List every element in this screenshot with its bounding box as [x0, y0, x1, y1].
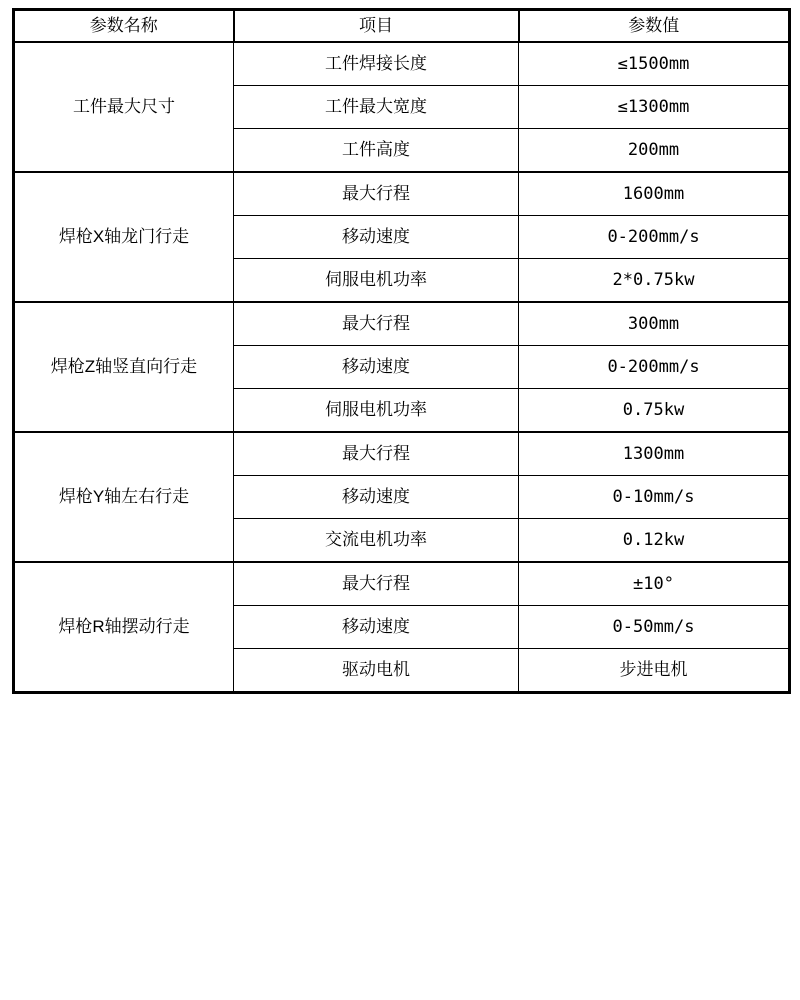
value-cell: 300mm	[519, 302, 790, 346]
item-cell: 伺服电机功率	[234, 389, 519, 433]
value-cell: 0.12kw	[519, 519, 790, 563]
value-cell: 1300mm	[519, 432, 790, 476]
item-cell: 最大行程	[234, 562, 519, 606]
parameter-name-cell: 工件最大尺寸	[14, 42, 234, 172]
value-cell: 0-200mm/s	[519, 216, 790, 259]
value-cell: 200mm	[519, 129, 790, 173]
item-cell: 伺服电机功率	[234, 259, 519, 303]
table-row	[14, 302, 790, 346]
item-cell: 移动速度	[234, 476, 519, 519]
table-row	[14, 562, 790, 606]
parameter-name-cell: 焊枪Y轴左右行走	[14, 432, 234, 562]
item-cell: 驱动电机	[234, 649, 519, 693]
item-cell: 工件最大宽度	[234, 86, 519, 129]
value-cell: 0-50mm/s	[519, 606, 790, 649]
value-cell: 0-10mm/s	[519, 476, 790, 519]
table-row	[14, 432, 790, 476]
table-body	[14, 42, 790, 693]
specification-table	[12, 8, 791, 694]
table-header-row	[14, 10, 790, 43]
value-cell: 1600mm	[519, 172, 790, 216]
document-body	[12, 8, 788, 694]
parameter-name-cell: 焊枪R轴摆动行走	[14, 562, 234, 693]
table-header	[14, 10, 790, 43]
item-cell: 移动速度	[234, 346, 519, 389]
parameter-name-cell: 焊枪X轴龙门行走	[14, 172, 234, 302]
item-cell: 最大行程	[234, 432, 519, 476]
value-cell: ≤1300mm	[519, 86, 790, 129]
column-header-parameter-name: 参数名称	[14, 10, 234, 43]
item-cell: 交流电机功率	[234, 519, 519, 563]
column-header-value: 参数值	[519, 10, 790, 43]
parameter-name-cell: 焊枪Z轴竖直向行走	[14, 302, 234, 432]
value-cell: ±10°	[519, 562, 790, 606]
item-cell: 最大行程	[234, 302, 519, 346]
item-cell: 移动速度	[234, 216, 519, 259]
value-cell: 0-200mm/s	[519, 346, 790, 389]
value-cell: ≤1500mm	[519, 42, 790, 86]
table-row	[14, 42, 790, 86]
value-cell: 0.75kw	[519, 389, 790, 433]
item-cell: 工件焊接长度	[234, 42, 519, 86]
item-cell: 工件高度	[234, 129, 519, 173]
item-cell: 最大行程	[234, 172, 519, 216]
table-row	[14, 172, 790, 216]
value-cell: 2*0.75kw	[519, 259, 790, 303]
column-header-item: 项目	[234, 10, 519, 43]
item-cell: 移动速度	[234, 606, 519, 649]
value-cell: 步进电机	[519, 649, 790, 693]
